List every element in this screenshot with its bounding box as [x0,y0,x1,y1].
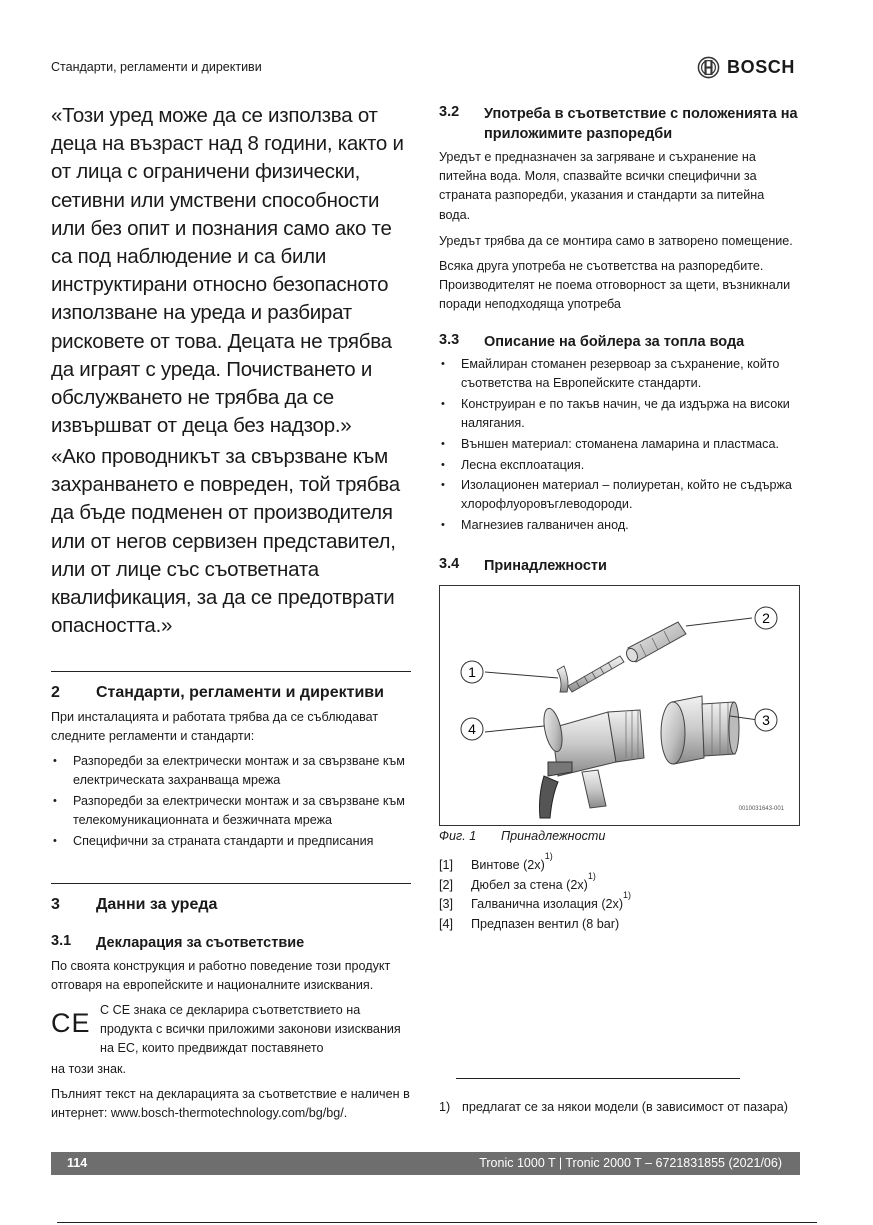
section-number: 2 [51,684,60,701]
footnote-ref: 1) [587,870,596,881]
list-item: • Специфични за страната стандарти и предписания [51,832,413,851]
section-title: Данни за уреда [96,896,218,913]
bosch-logo [697,56,795,79]
callout-2 [755,607,777,629]
footnote-text: предлагат се за някои модели (в зависимост от пазара) [462,1100,788,1114]
footnote [439,1100,788,1114]
figure-title: Принадлежности [501,829,606,843]
callout-4 [461,718,483,740]
safety-quote-cable: «Ако проводникът за свързване към захранването е повреден, той трябва да бъде подменен от производителя или от негов сервизен представител, или от лице със съответната квалификация, за да се предотврати опасността.» [51,445,400,638]
section-number: 3.3 [439,332,460,348]
section-number: 3.4 [439,556,460,572]
galvanic-isolation-icon [661,696,739,764]
safety-quote-children: «Този уред може да се използва от деца на възраст над 8 години, както и от лица с ограничени физически, сетивни или умствени способности или без опит и познания само ако те са под наблюдение и са били инструктирани относно безопасното използване на уреда и разбират рисковете от това. Децата не трябва да играят с уреда. Почистването и обслужването не трябва да се извършват от деца без надзор.» [51,104,404,438]
section-3-2-heading [439,104,800,144]
safety-valve-icon [540,707,645,818]
section-divider [51,671,411,672]
legend-text: Дюбел за стена (2x) [471,877,588,892]
figure-caption [439,829,605,843]
brand-wordmark: BOSCH [727,57,796,77]
conformity-paragraph: По своята конструкция и работно поведение този продукт отговаря на европейските и националните изисквания. [51,959,391,993]
list-item: • Външен материал: стоманена ламарина и пластмаса. [439,435,800,454]
page-footer [51,1152,800,1175]
legend-text: Винтове (2x) [471,858,545,872]
legend-text: Предпазен вентил (8 bar) [471,916,620,931]
usage-indoor-paragraph: Уредът трябва да се монтира само в затворено помещение. [439,234,793,248]
section-title: Декларация за съответствие [96,935,305,951]
list-item: • Емайлиран стоманен резервоар за съхранение, който съответства на Европейските стандарти. [439,355,800,393]
footnote-key: 1) [439,1100,451,1114]
legend-item [439,870,631,896]
legend-key: [3] [439,897,454,911]
usage-paragraph: Уредът е предназначен за загряване и съхранение на питейна вода. Моля, спазвайте всички специфични за страната разпоредби, указания и стандарти за питейна вода. [439,150,765,222]
section-title: Стандарти, регламенти и директиви [96,684,384,701]
figure-code: 0010031643-001 [738,806,784,812]
figure-number: Фиг. 1 [439,829,477,843]
list-item: • Изолационен материал – полиуретан, който не съдържа хлорофлуоровъглеводороди. [439,476,800,514]
section-3-heading [51,896,217,914]
svg-text:1: 1 [468,664,476,680]
accessories-figure [439,585,800,826]
list-item: • Разпоредби за електрически монтаж и за свързване към телекомуникационната и безжичната мрежа [51,792,413,830]
legend-key: [4] [439,916,454,931]
legend-text: Галванична изолация (2x) [471,897,624,911]
ce-mark-text-end: на този знак. [51,1062,126,1076]
section-2-heading [51,684,384,702]
section-3-3-heading [439,332,744,352]
running-header: Стандарти, регламенти и директиви [51,60,262,74]
accessories-illustration [440,586,799,825]
standards-list [51,752,413,853]
legend-item [439,851,631,876]
section-title: Употреба в съответствие с положенията на приложимите разпоредби [484,106,798,142]
bosch-armature-icon [697,56,720,79]
svg-text:2: 2 [762,610,770,626]
list-item: • Лесна експлоатация. [439,456,800,475]
ce-mark-text: С CE знака се декларира съответствието на продукта с всички приложими законови изисквания на ЕС, които предвиждат поставянето [100,1003,401,1056]
usage-liability-paragraph: Всяка друга употреба не съответства на разпоредбите. Производителят не поема отговорност за щети, възникнали поради неподходяща употреба [439,259,791,312]
callout-1 [461,661,483,683]
declaration-link-paragraph: Пълният текст на декларацията за съответствие е наличен в интернет: www.bosch-thermotechnology.com/bg/bg/. [51,1087,410,1121]
bottom-rule [57,1222,817,1223]
section-3-1-heading [51,933,304,953]
section-3-4-heading [439,556,607,576]
callout-3 [755,709,777,731]
boiler-features-list [439,355,800,537]
footnote-ref: 1) [544,851,553,861]
wall-dowel-icon [624,622,686,664]
footnote-ref: 1) [623,890,632,900]
section-divider [51,883,411,884]
section-number: 3 [51,896,60,913]
legend-item [439,890,632,915]
document-reference: Tronic 1000 T | Tronic 2000 T – 6721831855 (2021/06) [479,1156,782,1170]
list-item: • Конструиран е по такъв начин, че да издържа на високи налягания. [439,395,800,433]
figure-legend [439,851,632,934]
svg-text:4: 4 [468,721,476,737]
section-title: Принадлежности [484,558,607,574]
ce-mark-icon: CE [51,1008,91,1038]
legend-key: [1] [439,858,454,872]
legend-key: [2] [439,877,454,892]
page-number: 114 [67,1156,88,1170]
legend-item [439,915,631,935]
list-item: • Магнезиев галваничен анод. [439,516,800,535]
section-title: Описание на бойлера за топла вода [484,334,745,350]
svg-text:3: 3 [762,712,770,728]
list-item: • Разпоредби за електрически монтаж и за свързване към електрическата захранваща мрежа [51,752,413,790]
section-number: 3.2 [439,104,460,120]
screw-icon [557,656,624,692]
footnote-separator [456,1078,740,1079]
section-number: 3.1 [51,933,72,949]
section-2-intro: При инсталацията и работата трябва да се съблюдават следните регламенти и стандарти: [51,710,379,744]
